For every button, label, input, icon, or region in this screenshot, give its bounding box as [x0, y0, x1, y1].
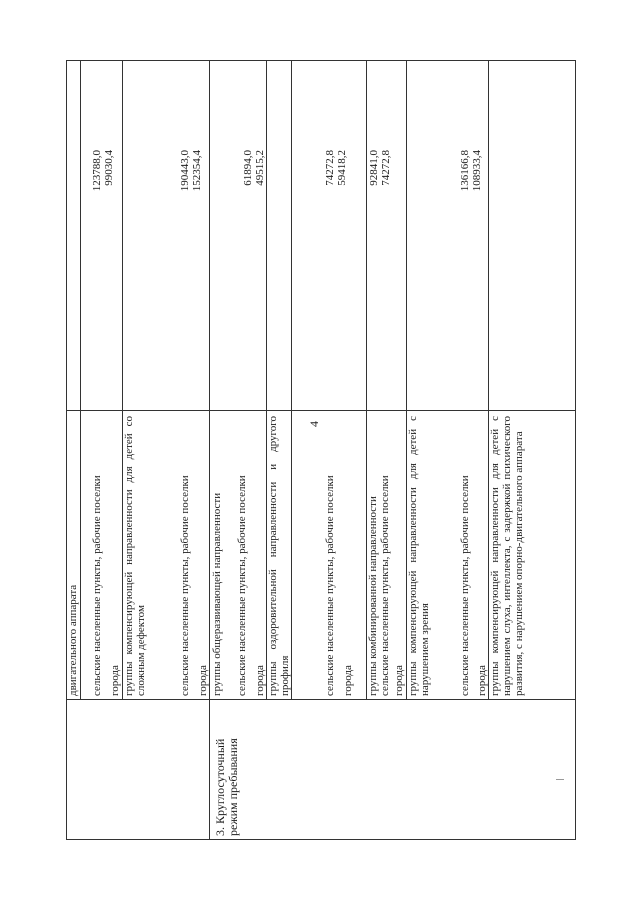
rotated-page: [66, 60, 576, 840]
value-rural: 61894,0: [242, 150, 254, 186]
tariff-table: [66, 60, 576, 840]
row-label: группы общеразвивающей направленности: [211, 492, 223, 696]
row-label-2: города: [109, 665, 121, 696]
value-rural: 123788,0: [91, 150, 103, 192]
row-label: группы оздоровительной направленности и другого профиля: [267, 416, 291, 696]
row-label: сельские населенные пункты, рабочие поселки: [179, 475, 191, 696]
row-label-2: города: [476, 665, 488, 696]
scan-mark: [556, 771, 564, 780]
row-label: сельские населенные пункты, рабочие поселки: [459, 475, 471, 696]
row-label: сельские населенные пункты, рабочие поселки: [236, 475, 248, 696]
value-rural: 74272,8: [324, 150, 336, 186]
row-label: группы комбинированной направленности: [367, 496, 379, 696]
value-city: 49515,2: [254, 150, 266, 186]
row-label-2: города: [254, 665, 266, 696]
value-city: 59418,2: [336, 150, 348, 186]
value-rural: 190443,0: [179, 150, 191, 192]
value-city: 152354,4: [191, 150, 203, 192]
row-label: сельские населенные пункты, рабочие поселки: [324, 475, 336, 696]
row-label: группы компенсирующей направленности для детей со сложным дефектом: [123, 416, 147, 696]
row-label: группы компенсирующей направленности для детей с нарушением зрения: [407, 416, 431, 696]
value-rural: 136166,8: [459, 150, 471, 192]
row-label: сельские населенные пункты, рабочие поселки: [91, 475, 103, 696]
row-label-2: города: [393, 665, 405, 696]
value-city: 99030,4: [103, 150, 115, 186]
page-number: 4: [307, 421, 321, 427]
row-label-2: города: [197, 665, 209, 696]
row-label-b: сельские населенные пункты, рабочие поселки: [379, 475, 391, 696]
value-city: 74272,8: [380, 150, 392, 186]
row-label: двигательного аппарата: [67, 584, 79, 696]
value-rural: 92841,0: [368, 150, 380, 186]
section-title: 3. Круглосуточный режим пребывания: [213, 738, 240, 836]
row-label-2: города: [342, 665, 354, 696]
value-city: 108933,4: [471, 150, 483, 192]
row-label: группы компенсирующей направленности для детей с нарушением слуха, интеллекта, с задержкой психического развития, с нарушением опорно-двигательного аппарата: [489, 416, 525, 696]
